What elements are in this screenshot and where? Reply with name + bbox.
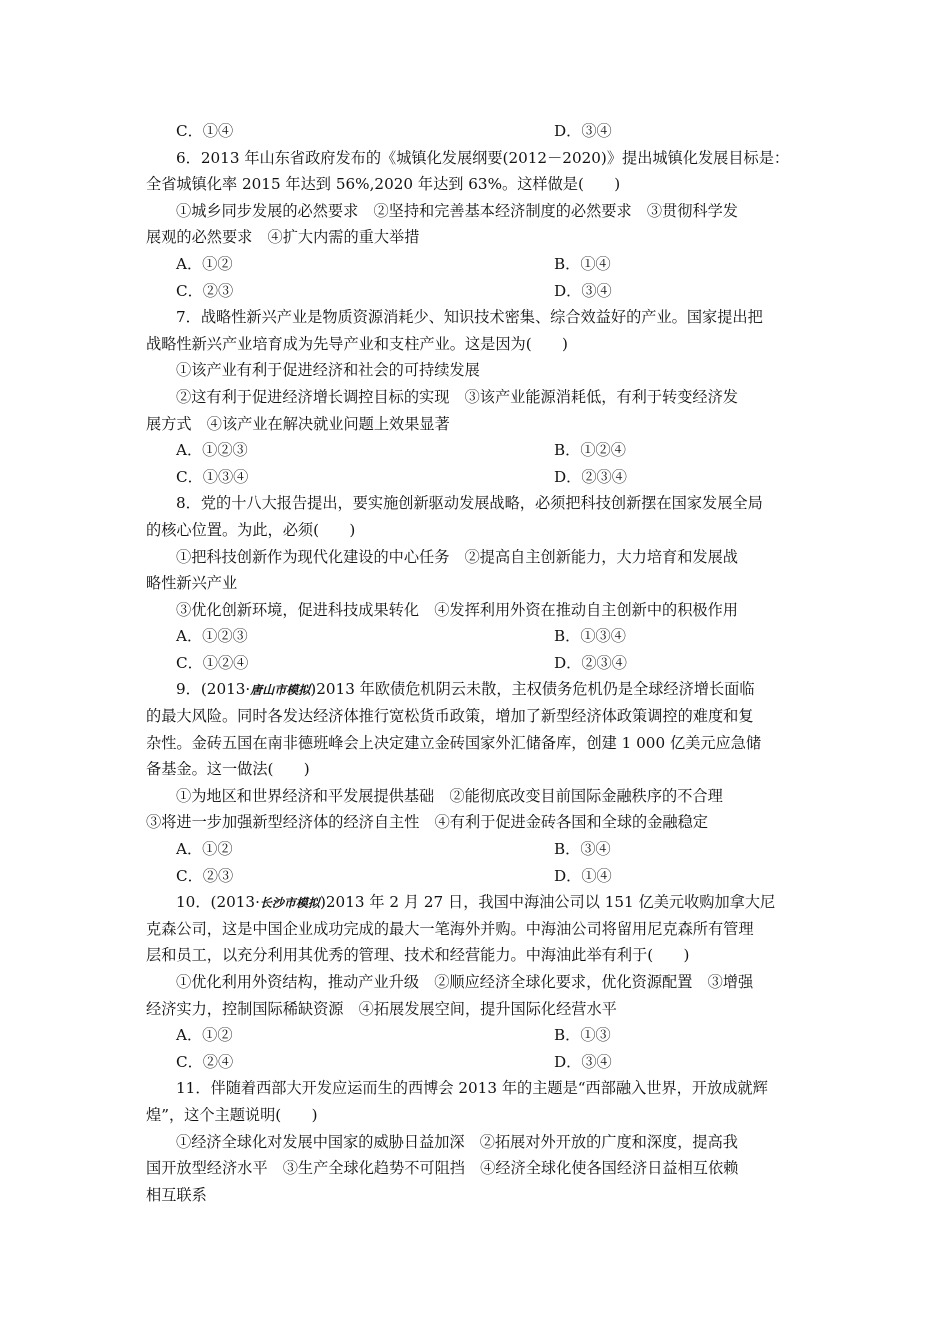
q6-items-line-2: 展观的必然要求 ④扩大内需的重大举措 (146, 228, 420, 247)
q11-items-line-3: 相互联系 (146, 1185, 207, 1204)
q7-items-line-2: ②这有利于促进经济增长调控目标的实现 ③该产业能源消耗低，有利于转变经济发 (176, 387, 738, 406)
q8-option-b: B．①③④ (554, 627, 626, 646)
q11-stem-line-2: 煌”，这个主题说明( ) (146, 1105, 318, 1124)
q9-stem-line-4: 备基金。这一做法( ) (146, 760, 310, 779)
q9-number: 9．(2013· (176, 680, 251, 699)
q7-stem-line-2: 战略性新兴产业培育成为先导产业和支柱产业。这是因为( ) (146, 334, 568, 353)
q10-options-row-1 (146, 1022, 810, 1049)
q8-options-row-1 (146, 623, 810, 650)
q6-option-b: B．①④ (554, 254, 611, 273)
q10-option-c: C．②④ (176, 1052, 234, 1071)
q7-items-line-1: ①该产业有利于促进经济和社会的可持续发展 (176, 361, 480, 380)
q10-option-d: D．③④ (554, 1052, 612, 1071)
exam-page (146, 118, 810, 1208)
q7-option-c: C．①③④ (176, 467, 249, 486)
q10-option-b: B．①③ (554, 1026, 611, 1045)
q10-items-line-1: ①优化利用外资结构，推动产业升级 ②顺应经济全球化要求，优化资源配置 ③增强 (176, 973, 754, 991)
q6-stem-line-2: 全省城镇化率 2015 年达到 56%,2020 年达到 63%。这样做是( ) (146, 175, 621, 194)
q6-stem-line-1: 6．2013 年山东省政府发布的《城镇化发展纲要(2012－2020)》提出城镇化发展目标是： (176, 148, 790, 167)
q6-options-row-2 (146, 278, 810, 305)
q9-items-line-2: ③将进一步加强新型经济体的经济自主性 ④有利于促进金砖各国和全球的金融稳定 (146, 813, 708, 832)
q7-stem-line-1: 7．战略性新兴产业是物质资源消耗少、知识技术密集、综合效益好的产业。国家提出把 (176, 308, 763, 327)
q10-options-row-2 (146, 1049, 810, 1076)
q9-source: 唐山市模拟 (250, 683, 311, 698)
q10-option-a: A．①② (176, 1026, 233, 1045)
q11-items-line-2: 国开放型经济水平 ③生产全球化趋势不可阻挡 ④经济全球化使各国经济日益相互依赖 (146, 1159, 739, 1178)
q7-options-row-1 (146, 437, 810, 464)
q6-items-line-1: ①城乡同步发展的必然要求 ②坚持和完善基本经济制度的必然要求 ③贯彻科学发 (176, 201, 738, 220)
q10-items-line-2: 经济实力，控制国际稀缺资源 ④拓展发展空间，提升国际化经营水平 (146, 999, 617, 1018)
q9-stem-line-3: 杂性。金砖五国在南非德班峰会上决定建立金砖国家外汇储备库，创建 1 000 亿美元应急储 (146, 733, 762, 752)
q7-options-row-2 (146, 464, 810, 491)
q7-option-a: A．①②③ (176, 441, 248, 460)
q6-option-a: A．①② (176, 254, 233, 273)
q10-stem-line-3: 层和员工，以充分利用其优秀的管理、技术和经营能力。中海油此举有利于( ) (146, 946, 690, 965)
q10-number: 10．(2013· (176, 893, 260, 912)
q9-stem-rest: )2013 年欧债危机阴云未散，主权债务危机仍是全球经济增长面临 (310, 680, 755, 699)
q9-option-b: B．③④ (554, 840, 611, 859)
q8-option-c: C．①②④ (176, 653, 249, 672)
q10-stem-rest: )2013 年 2 月 27 日，我国中海油公司以 151 亿美元收购加拿大尼 (319, 893, 776, 912)
q8-items-line-2: 略性新兴产业 (146, 574, 238, 593)
q11-stem-line-1: 11．伴随着西部大开发应运而生的西博会 2013 年的主题是“西部融入世界，开放成就辉 (176, 1079, 768, 1098)
q9-options-row-2 (146, 863, 810, 890)
q6-option-c: C．②③ (176, 281, 234, 300)
q9-option-a: A．①② (176, 840, 233, 859)
q9-option-d: D．①④ (554, 866, 612, 885)
q7-option-b: B．①②④ (554, 441, 626, 460)
q9-options-row-1 (146, 836, 810, 863)
q6-option-d: D．③④ (554, 281, 612, 300)
q10-source: 长沙市模拟 (259, 896, 320, 911)
q5-option-d: D．③④ (554, 122, 612, 140)
q8-options-row-2 (146, 650, 810, 677)
q8-stem-line-2: 的核心位置。为此，必须( ) (146, 520, 356, 539)
q8-items-line-3: ③优化创新环境，促进科技成果转化 ④发挥利用外资在推动自主创新中的积极作用 (176, 600, 738, 619)
q8-stem-line-1: 8．党的十八大报告提出，要实施创新驱动发展战略，必须把科技创新摆在国家发展全局 (176, 494, 763, 513)
q9-stem-line-2: 的最大风险。同时各发达经济体推行宽松货币政策，增加了新型经济体政策调控的难度和复 (146, 707, 754, 726)
q8-items-line-1: ①把科技创新作为现代化建设的中心任务 ②提高自主创新能力，大力培育和发展战 (176, 547, 738, 566)
q10-stem-line-2: 克森公司，这是中国企业成功完成的最大一笔海外并购。中海油公司将留用尼克森所有管理 (146, 919, 754, 938)
q5-option-c: C．①④ (176, 122, 234, 140)
q6-options-row-1 (146, 251, 810, 278)
q5-options-row-2 (146, 118, 810, 145)
q9-option-c: C．②③ (176, 866, 234, 885)
q7-items-line-3: 展方式 ④该产业在解决就业问题上效果显著 (146, 414, 450, 433)
q11-items-line-1: ①经济全球化对发展中国家的威胁日益加深 ②拓展对外开放的广度和深度，提高我 (176, 1132, 738, 1151)
q9-items-line-1: ①为地区和世界经济和平发展提供基础 ②能彻底改变目前国际金融秩序的不合理 (176, 786, 723, 805)
q9-stem-line-1 (146, 676, 810, 703)
q7-option-d: D．②③④ (554, 467, 627, 486)
q8-option-a: A．①②③ (176, 627, 248, 646)
q10-stem-line-1 (146, 889, 810, 916)
q8-option-d: D．②③④ (554, 653, 627, 672)
